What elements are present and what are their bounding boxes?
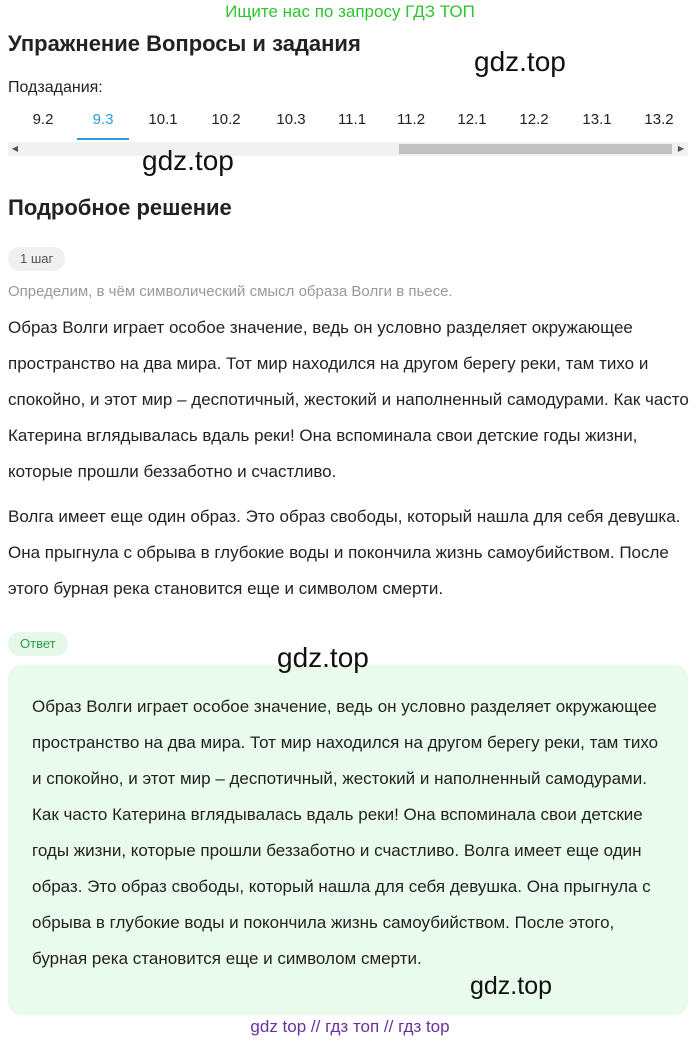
answer-badge: Ответ xyxy=(8,632,68,656)
subtask-tab[interactable]: 10.1 xyxy=(148,111,178,128)
answer-text: Образ Волги играет особое значение, ведь он условно разделяет окружающее пространство на два мира. Тот мир находился на другом берегу реки, там тихо и спокойно, и этот мир – деспотичный, жестокий и наполненный самодурами. Как часто Катерина вглядывалась вдаль реки! Она вспоминала свои детские годы жизни, которые прошли беззаботно и счастливо. Волга имеет еще один образ. Это образ свободы, который нашла для себя девушка. Она прыгнула с обрыва в глубокие воды и покончила жизнь самоубийством. После этого, бурная река становится еще и символом смерти. xyxy=(32,697,659,968)
subtasks-tabs xyxy=(0,110,700,140)
subtasks-scrollbar[interactable] xyxy=(8,142,688,156)
watermark: gdz.top xyxy=(142,145,234,176)
subtask-tab[interactable]: 9.2 xyxy=(32,111,54,128)
subtask-tab[interactable]: 13.2 xyxy=(644,111,674,128)
subtask-tab[interactable]: 10.3 xyxy=(276,111,306,128)
scroll-thumb[interactable] xyxy=(399,144,672,154)
page-title: Упражнение Вопросы и задания xyxy=(8,31,361,56)
scroll-right-icon[interactable]: ▶ xyxy=(677,144,685,153)
step-hint: Определим, в чём символический смысл образа Волги в пьесе. xyxy=(8,283,453,300)
watermark: gdz.top xyxy=(470,972,553,1000)
search-hint-link[interactable]: Ищите нас по запросу ГДЗ ТОП xyxy=(225,2,475,21)
watermark: gdz.top xyxy=(474,46,566,77)
subtask-tab[interactable]: 12.2 xyxy=(519,111,549,128)
subtask-tab[interactable]: 13.1 xyxy=(582,111,612,128)
watermark: gdz.top xyxy=(277,642,369,673)
step-badge: 1 шаг xyxy=(8,247,65,271)
subtask-tab[interactable]: 12.1 xyxy=(457,111,487,128)
solution-paragraph-2: Волга имеет еще один образ. Это образ свободы, который нашла для себя девушка. Она прыгнула с обрыва в глубокие воды и покончила жизнь самоубийством. После этого бурная река становится еще и символом смерти. xyxy=(8,507,681,598)
subtask-tab[interactable]: 11.2 xyxy=(396,111,426,128)
solution-paragraph-1: Образ Волги играет особое значение, ведь он условно разделяет окружающее пространство на два мира. Тот мир находился на другом берегу реки, там тихо и спокойно, и этот мир – деспотичный, жестокий и наполненный самодурами. Как часто Катерина вглядывалась вдаль реки! Она вспоминала свои детские годы жизни, которые прошли беззаботно и счастливо. xyxy=(8,318,689,481)
subtask-tab[interactable]: 11.1 xyxy=(337,111,367,128)
subtasks-label: Подзадания: xyxy=(8,79,103,96)
subtask-tab[interactable]: 10.2 xyxy=(211,111,241,128)
solution-title: Подробное решение xyxy=(8,195,232,220)
scroll-left-icon[interactable]: ◀ xyxy=(11,144,19,153)
footer-links[interactable]: gdz top // гдз топ // гдз top xyxy=(250,1017,450,1036)
subtask-tab-active[interactable]: 9.3 xyxy=(77,110,129,140)
